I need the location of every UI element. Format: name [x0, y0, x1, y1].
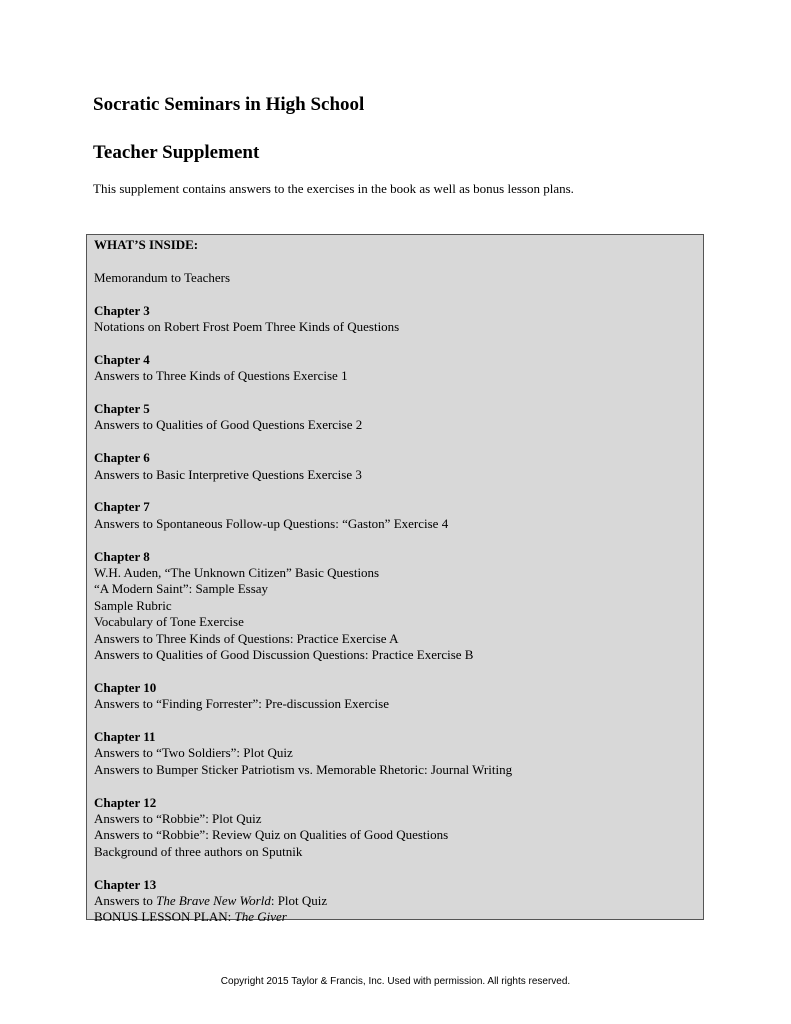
chapter-item: Answers to Basic Interpretive Questions Exercise 3 [94, 466, 362, 482]
chapter-item-prefix: BONUS LESSON PLAN: [94, 909, 235, 925]
chapter-block [94, 303, 696, 336]
chapter-label: Chapter 13 [94, 876, 157, 892]
contents-memo-block [94, 270, 696, 286]
chapter-label: Chapter 6 [94, 450, 150, 466]
chapter-item: Answers to “Two Soldiers”: Plot Quiz [94, 745, 293, 761]
chapter-block [94, 352, 696, 385]
document-subtitle: Teacher Supplement [93, 142, 260, 163]
chapter-item [94, 909, 696, 925]
chapter-item: Notations on Robert Frost Poem Three Kinds of Questions [94, 319, 400, 334]
chapter-item: Answers to Spontaneous Follow-up Questions: “Gaston” Exercise 4 [94, 515, 449, 531]
chapter-item-prefix: Answers to [94, 893, 157, 909]
chapter-block [94, 499, 696, 532]
chapter-label: Chapter 7 [94, 499, 150, 515]
chapter-item: W.H. Auden, “The Unknown Citizen” Basic Questions [94, 565, 380, 581]
chapter-item: Answers to Qualities of Good Questions Exercise 2 [94, 417, 363, 433]
copyright-footer: Copyright 2015 Taylor & Francis, Inc. Used with permission. All rights reserved. [220, 976, 571, 987]
chapter-item [94, 893, 696, 909]
document-title: Socratic Seminars in High School [93, 94, 365, 115]
chapter-item: Answers to Three Kinds of Questions: Practice Exercise A [94, 630, 399, 646]
contents-heading: WHAT’S INSIDE: [94, 237, 199, 252]
intro-paragraph: This supplement contains answers to the exercises in the book as well as bonus lesson plans. [93, 181, 574, 196]
chapter-label: Chapter 12 [94, 794, 157, 810]
book-title-the-giver: The Giver [234, 909, 287, 925]
chapter-block [94, 450, 696, 483]
chapter-label: Chapter 11 [94, 729, 156, 745]
chapter-item: Answers to Qualities of Good Discussion Questions: Practice Exercise B [94, 647, 474, 663]
chapter-item: Answers to Bumper Sticker Patriotism vs. Memorable Rhetoric: Journal Writing [94, 761, 513, 777]
chapter-item: Vocabulary of Tone Exercise [94, 614, 244, 630]
chapter-item: Answers to Three Kinds of Questions Exercise 1 [94, 368, 348, 384]
contents-box [86, 234, 704, 925]
book-title-brave-new-world: The Brave New World [156, 893, 271, 909]
chapter-block [94, 795, 696, 861]
chapter-item: Answers to “Robbie”: Review Quiz on Qualities of Good Questions [94, 827, 449, 843]
chapter-block [94, 729, 696, 778]
chapter-list [94, 303, 696, 861]
contents-memo: Memorandum to Teachers [94, 269, 231, 285]
chapter-block-13 [94, 877, 696, 926]
chapter-item: Answers to “Robbie”: Plot Quiz [94, 811, 262, 827]
chapter-item: “A Modern Saint”: Sample Essay [94, 581, 269, 597]
chapter-block [94, 401, 696, 434]
chapter-label: Chapter 10 [94, 679, 157, 695]
chapter-label: Chapter 5 [94, 401, 150, 416]
chapter-item: Answers to “Finding Forrester”: Pre-discussion Exercise [94, 696, 389, 712]
chapter-item: Sample Rubric [94, 597, 172, 613]
chapter-block [94, 549, 696, 664]
chapter-label: Chapter 3 [94, 302, 150, 318]
chapter-item-suffix: : Plot Quiz [270, 893, 328, 909]
chapter-block [94, 680, 696, 713]
chapter-label: Chapter 4 [94, 351, 150, 367]
chapter-label: Chapter 8 [94, 548, 150, 564]
chapter-item: Background of three authors on Sputnik [94, 843, 303, 859]
